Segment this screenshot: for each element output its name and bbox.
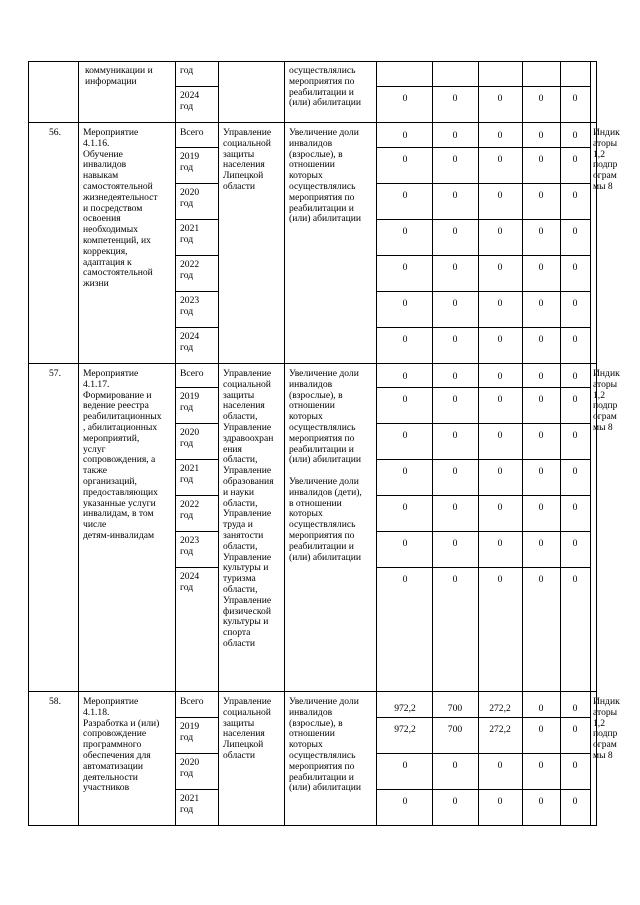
indicator-text: Увеличение доли инвалидов (взрослые), в отношении которых осуществлялись мероприятия по реабилитации и (или) абилитации: [289, 127, 362, 225]
value-cell: 0: [452, 371, 458, 382]
rule: [376, 717, 590, 718]
value-cell: 0: [497, 538, 503, 549]
value-cell: 0: [452, 130, 458, 141]
value-cell: 0: [497, 502, 503, 513]
value-cell: 0: [452, 334, 458, 345]
rule: [175, 86, 218, 87]
value-cell: 0: [572, 130, 578, 141]
value-cell: 0: [452, 262, 458, 273]
period-label: 2020 год: [180, 187, 200, 209]
value-cell: 0: [538, 371, 544, 382]
value-cell: 0: [452, 466, 458, 477]
rule: [218, 61, 219, 826]
value-cell: 0: [402, 371, 408, 382]
rule: [175, 327, 218, 328]
value-cell: 0: [497, 371, 503, 382]
value-cell: 972,2: [394, 703, 416, 714]
value-cell: 0: [402, 430, 408, 441]
rule: [175, 789, 218, 790]
rule: [28, 825, 596, 826]
value-cell: 0: [572, 760, 578, 771]
executor-text: Управление социальной защиты населения Липецкой области: [223, 127, 272, 192]
rule: [175, 531, 218, 532]
rule: [175, 387, 218, 388]
value-cell: 0: [538, 574, 544, 585]
value-cell: 272,2: [489, 703, 511, 714]
value-cell: 0: [572, 298, 578, 309]
value-cell: 0: [538, 394, 544, 405]
value-cell: 0: [538, 466, 544, 477]
target-indicator: Индик аторы 1,2 подпр ограм мы 8: [593, 127, 620, 192]
value-cell: 0: [452, 430, 458, 441]
value-cell: 0: [497, 574, 503, 585]
rule: [175, 183, 218, 184]
rule: [175, 495, 218, 496]
value-cell: 0: [402, 466, 408, 477]
value-cell: 0: [402, 130, 408, 141]
value-cell: 0: [538, 190, 544, 201]
rule: [28, 363, 596, 364]
rule: [175, 255, 218, 256]
value-cell: 0: [402, 334, 408, 345]
value-cell: 0: [497, 298, 503, 309]
rule: [175, 61, 176, 826]
value-cell: 0: [402, 574, 408, 585]
period-label: 2019 год: [180, 151, 200, 173]
rule: [175, 423, 218, 424]
rule: [28, 61, 29, 826]
value-cell: 0: [452, 574, 458, 585]
value-cell: 0: [402, 796, 408, 807]
period-label: 2021 год: [180, 223, 200, 245]
period-label: 2021 год: [180, 793, 200, 815]
value-cell: 0: [572, 154, 578, 165]
rule: [376, 423, 590, 424]
rule: [376, 387, 590, 388]
value-cell: 0: [452, 154, 458, 165]
value-cell: 0: [538, 226, 544, 237]
value-cell: 0: [452, 190, 458, 201]
value-cell: 0: [572, 190, 578, 201]
value-cell: 700: [447, 703, 463, 714]
value-cell: 272,2: [489, 724, 511, 735]
value-cell: 0: [402, 190, 408, 201]
rule: [376, 291, 590, 292]
rule: [175, 459, 218, 460]
value-cell: 0: [572, 262, 578, 273]
value-cell: 0: [572, 430, 578, 441]
value-cell: 0: [452, 760, 458, 771]
value-cell: 0: [452, 796, 458, 807]
rule: [376, 495, 590, 496]
rule: [175, 147, 218, 148]
rule: [175, 219, 218, 220]
indicator-text: Увеличение доли инвалидов (взрослые), в отношении которых осуществлялись мероприятия по реабилитации и (или) абилитации Увеличение доли инвалидов (дети), в отношении которых осуществлялись мероприятия по реабилитации и (или) абилитации: [289, 368, 362, 563]
period-label: 2022 год: [180, 259, 200, 281]
executor-text: Управление социальной защиты населения области, Управление здравоохран ения области, Управление образования и науки области, Управление труда и занятости области, Управление культуры и туризма области, Управление физической культуры и спорта области: [223, 368, 274, 649]
period-label: 2024 год: [180, 571, 200, 593]
activity-name: коммуникации и информации: [85, 65, 153, 87]
period-label: 2019 год: [180, 391, 200, 413]
value-cell: 0: [497, 190, 503, 201]
period-label: 2022 год: [180, 499, 200, 521]
value-cell: 0: [402, 93, 408, 104]
value-cell: 0: [452, 226, 458, 237]
value-cell: 0: [572, 502, 578, 513]
row-number: 58.: [49, 696, 61, 707]
value-cell: 0: [538, 430, 544, 441]
value-cell: 0: [538, 538, 544, 549]
value-cell: 0: [538, 93, 544, 104]
value-cell: 0: [538, 154, 544, 165]
value-cell: 0: [497, 430, 503, 441]
value-cell: 0: [497, 760, 503, 771]
rule: [376, 753, 590, 754]
period-label: 2023 год: [180, 295, 200, 317]
rule: [28, 122, 596, 123]
value-cell: 0: [572, 796, 578, 807]
indicator-text: Увеличение доли инвалидов (взрослые), в отношении которых осуществлялись мероприятия по реабилитации и (или) абилитации: [289, 696, 362, 794]
value-cell: 0: [497, 93, 503, 104]
period-label: Всего: [180, 368, 204, 379]
rule: [175, 567, 218, 568]
value-cell: 0: [538, 703, 544, 714]
value-cell: 0: [572, 538, 578, 549]
value-cell: 0: [497, 226, 503, 237]
value-cell: 0: [402, 538, 408, 549]
rule: [376, 327, 590, 328]
value-cell: 0: [572, 466, 578, 477]
value-cell: 0: [572, 574, 578, 585]
value-cell: 0: [497, 466, 503, 477]
value-cell: 0: [572, 394, 578, 405]
executor-text: Управление социальной защиты населения Липецкой области: [223, 696, 272, 761]
value-cell: 0: [402, 394, 408, 405]
value-cell: 0: [452, 394, 458, 405]
value-cell: 0: [402, 262, 408, 273]
value-cell: 0: [452, 538, 458, 549]
value-cell: 0: [497, 334, 503, 345]
period-label: Всего: [180, 696, 204, 707]
value-cell: 0: [572, 371, 578, 382]
activity-name: Мероприятие 4.1.17. Формирование и ведение реестра реабилитационных , абилитационных мероприятий, услуг сопровождения, а также организаций, предоставляющих указанные услуги инвалидам, в том числе детям-инвалидам: [83, 368, 162, 541]
value-cell: 0: [497, 154, 503, 165]
rule: [478, 61, 479, 826]
rule: [175, 717, 218, 718]
value-cell: 0: [538, 298, 544, 309]
value-cell: 0: [572, 93, 578, 104]
value-cell: 0: [402, 226, 408, 237]
period-label: 2020 год: [180, 757, 200, 779]
value-cell: 0: [402, 760, 408, 771]
indicator-text: осуществлялись мероприятия по реабилитации и (или) абилитации: [289, 65, 362, 109]
rule: [376, 789, 590, 790]
value-cell: 0: [452, 502, 458, 513]
value-cell: 0: [572, 226, 578, 237]
target-indicator: Индик аторы 1,2 подпр ограм мы 8: [593, 696, 620, 761]
activity-name: Мероприятие 4.1.18. Разработка и (или) сопровождение программного обеспечения для автоматизации деятельности участников: [83, 696, 160, 794]
value-cell: 0: [538, 262, 544, 273]
value-cell: 0: [572, 334, 578, 345]
rule: [28, 691, 596, 692]
value-cell: 972,2: [394, 724, 416, 735]
value-cell: 700: [447, 724, 463, 735]
rule: [376, 567, 590, 568]
rule: [376, 183, 590, 184]
period-label: 2024 год: [180, 331, 200, 353]
rule: [432, 61, 433, 826]
rule: [78, 61, 79, 826]
period-label: 2023 год: [180, 535, 200, 557]
value-cell: 0: [452, 93, 458, 104]
value-cell: 0: [497, 262, 503, 273]
value-cell: 0: [402, 298, 408, 309]
value-cell: 0: [497, 130, 503, 141]
period-label: год: [180, 65, 194, 76]
row-number: 57.: [49, 368, 61, 379]
value-cell: 0: [452, 298, 458, 309]
rule: [175, 291, 218, 292]
value-cell: 0: [497, 796, 503, 807]
value-cell: 0: [572, 703, 578, 714]
rule: [376, 147, 590, 148]
value-cell: 0: [538, 130, 544, 141]
rule: [376, 219, 590, 220]
rule: [376, 86, 590, 87]
period-label: 2021 год: [180, 463, 200, 485]
value-cell: 0: [538, 334, 544, 345]
value-cell: 0: [402, 502, 408, 513]
rule: [175, 753, 218, 754]
period-label: 2020 год: [180, 427, 200, 449]
rule: [376, 255, 590, 256]
rule: [28, 61, 596, 62]
period-label: 2024 год: [180, 90, 200, 112]
value-cell: 0: [402, 154, 408, 165]
period-label: Всего: [180, 127, 204, 138]
target-indicator: Индик аторы 1,2 подпр ограм мы 8: [593, 368, 620, 433]
value-cell: 0: [572, 724, 578, 735]
rule: [376, 459, 590, 460]
value-cell: 0: [538, 502, 544, 513]
value-cell: 0: [538, 760, 544, 771]
value-cell: 0: [538, 796, 544, 807]
activity-name: Мероприятие 4.1.16. Обучение инвалидов навыкам самостоятельной жизнедеятельност и посредством освоения необходимых компетенций, их коррекция, адаптация к самостоятельной жизни: [83, 127, 158, 290]
rule: [376, 531, 590, 532]
period-label: 2019 год: [180, 721, 200, 743]
row-number: 56.: [49, 127, 61, 138]
value-cell: 0: [497, 394, 503, 405]
value-cell: 0: [538, 724, 544, 735]
